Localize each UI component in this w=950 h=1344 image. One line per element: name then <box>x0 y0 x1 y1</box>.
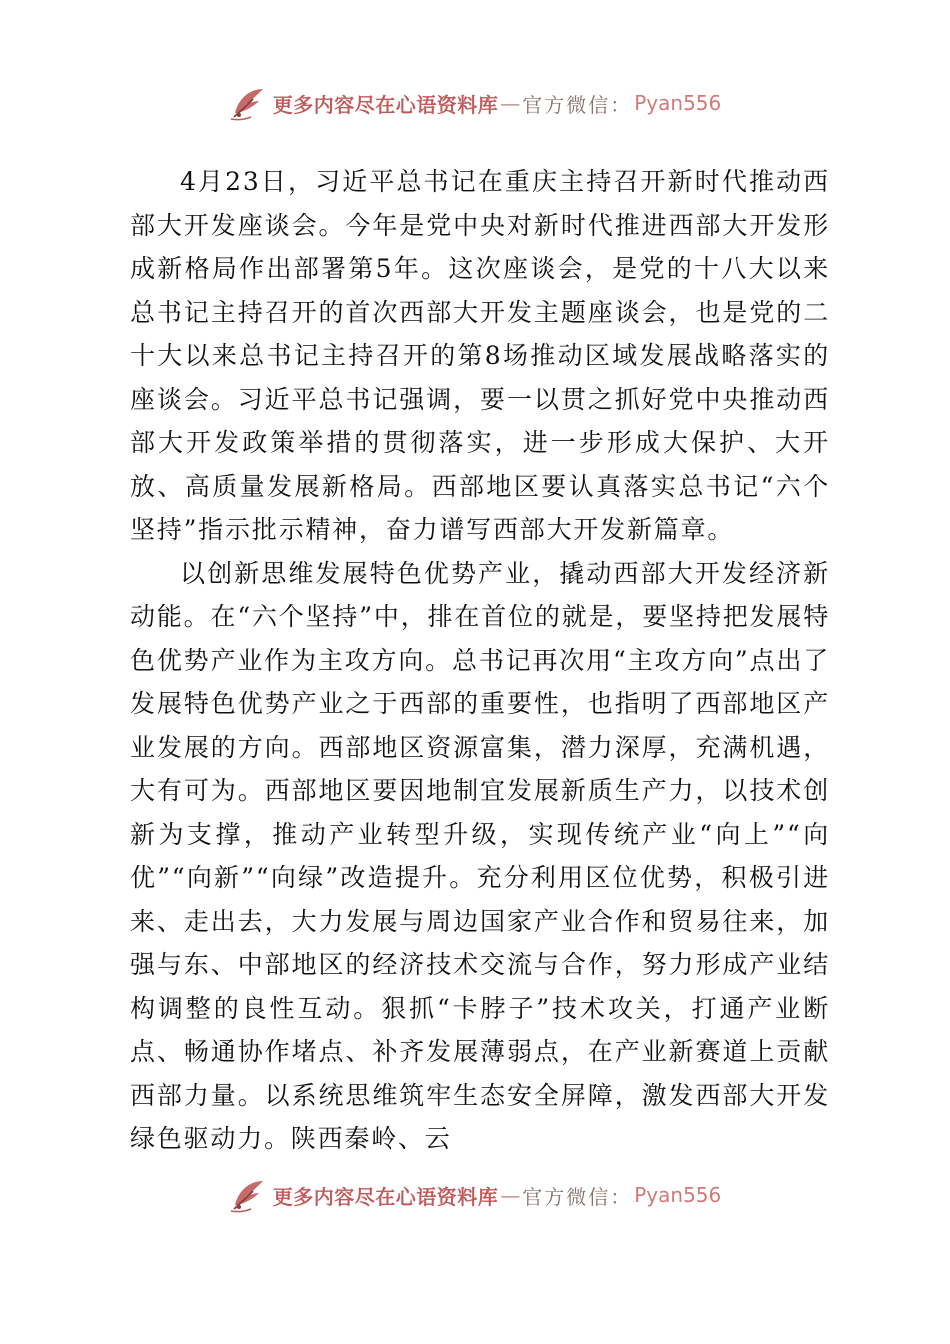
watermark-wechat-label: 官方微信： <box>522 92 633 117</box>
document-body <box>130 160 830 1161</box>
quill-pen-logo-icon <box>229 83 269 123</box>
watermark-wechat-id: Pyan556 <box>634 91 722 115</box>
quill-pen-logo-icon <box>229 1175 269 1215</box>
footer-watermark <box>0 1172 950 1218</box>
paragraph-2: 以创新思维发展特色优势产业，撬动西部大开发经济新动能。在“六个坚持”中，排在首位的就是，要坚持把发展特色优势产业作为主攻方向。总书记再次用“主攻方向”点出了发展特色优势产业之于西部的重要性，也指明了西部地区产业发展的方向。西部地区资源富集，潜力深厚，充满机遇，大有可为。西部地区要因地制宜发展新质生产力，以技术创新为支撑，推动产业转型升级，实现传统产业“向上”“向优”“向新”“向绿”改造提升。充分利用区位优势，积极引进来、走出去，大力发展与周边国家产业合作和贸易往来，加强与东、中部地区的经济技术交流与合作，努力形成产业结构调整的良性互动。狠抓“卡脖子”技术攻关，打通产业断点、畅通协作堵点、补齐发展薄弱点，在产业新赛道上贡献西部力量。以系统思维筑牢生态安全屏障，激发西部大开发绿色驱动力。陕西秦岭、云 <box>130 558 830 1153</box>
watermark-wechat-id: Pyan556 <box>634 1183 722 1207</box>
watermark-main-text: 更多内容尽在心语资料库 <box>272 1184 499 1209</box>
header-watermark <box>0 80 950 126</box>
watermark-dash: — <box>500 1183 521 1207</box>
watermark-dash: — <box>500 91 521 115</box>
watermark-main-text: 更多内容尽在心语资料库 <box>272 92 499 117</box>
paragraph-1: 4月23日，习近平总书记在重庆主持召开新时代推动西部大开发座谈会。今年是党中央对新时代推进西部大开发形成新格局作出部署第5年。这次座谈会，是党的十八大以来总书记主持召开的首次西部大开发主题座谈会，也是党的二十大以来总书记主持召开的第8场推动区域发展战略落实的座谈会。习近平总书记强调，要一以贯之抓好党中央推动西部大开发政策举措的贯彻落实，进一步形成大保护、大开放、高质量发展新格局。西部地区要认真落实总书记“六个坚持”指示批示精神，奋力谱写西部大开发新篇章。 <box>130 167 830 544</box>
watermark-wechat-label: 官方微信： <box>522 1184 633 1209</box>
